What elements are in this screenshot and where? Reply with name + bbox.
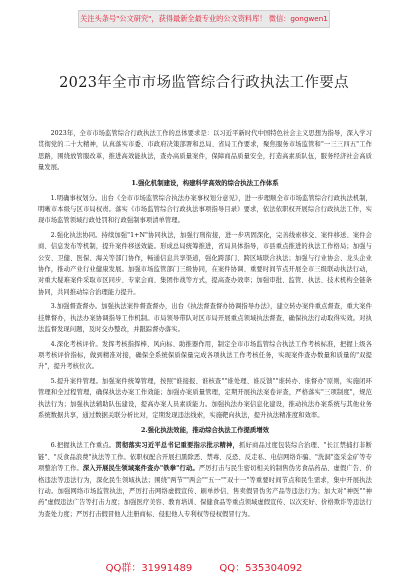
paragraph-3: 3.加强督查督办。加强执法案件督查督办，出台《执法督查督办协调指导办法》，建立转办案件重点督查，重大案件挂牌督办，执法办案协调指导工作机制。市局领导带队对区市局开展重点领域执法督查，确保执法行动取得实效。对执法监督发现问题，及时交办整改，并跟踪督办落实。 [38,303,372,334]
intro-paragraph: 2023年，全市市场监管综合行政执法工作的总体要求是：以习近平新时代中国特色社会主义思想为指导，深入学习贯彻党的二十大精神，认真落实市委、市政府决策部署和总局、省局工作要求，聚焦服务市场监管和"一三三四五"工作思路，围绕放管服改革，推进高效能执法，查办高质量案件，保障商品质量安全，打造高素质队伍，服务经济社会高质量发展。 [38,130,372,172]
section-1-heading: 1.强化机制建设，构建科学高效的综合执法工作体系 [131,178,279,187]
footer-qq-group: QQ群：31991489 [105,563,193,574]
document-body [38,128,372,558]
paragraph-6-text-2: 严厉打击与民生密切相关的制售伪劣食品药品、虚假广告、价格违法等违法行为，深化民生领域执法；围绕"两节""两会""五一""双十一"等重要时间节点和民生需求，集中开展执法行动。加强网络市场监管执法，严厉打击网络虚假宣传、刷单炒信、售卖假冒伪劣产品等违法行为；加大对"神医""神药"虚假违法广告等打击力度；加强医疗美容、教育培训、保健食品等重点领域虚假宣传、以次充好、价格欺诈等违法行为查处力度；严厉打击假冒他人注册商标、侵犯他人专利权等侵权假冒行为。 [38,465,372,518]
footer-contact [0,562,408,576]
footer-qq: QQ：535304092 [219,563,303,574]
paragraph-2: 2.强化执法协同。持续加强"1+N"协同执法，加强行刑衔接，进一步巩固深化，完善线索移交、案件移送、案件会商、信息发布等机制，提升案件移送效能。形成总局统筹推进，省局具体指导，市县重点推进的执法工作格局；加强与公安、卫健、医保、海关等部门协作，畅通信息共享渠道，强化跨部门、跨区域联合执法；加强与行业协会、龙头企业协作，推动产业行业健康发展。加强市场监管部门三级协同，在案件协调、重要时间节点开展全市三级联动执法行动，对重大疑难案件采取市区同步、专家会商、集团作战等方式，提高查办效率；加强审批、监管、执法、技术机构全链条协同，共同推动综合治理能力提升。 [38,231,372,296]
document-title: 2023年全市市场监管综合行政执法工作要点 [59,75,349,91]
paragraph-5: 5.提升案件管理。加强案件统筹管理，按照"谁接报、谁核查""谁处理、谁反馈""谁转办、谁督办"原则，实施闭环管理和全过程管理，确保执法办案工作效能；加强办案质量管理，定期开展执法案卷评查，严格落实"三项制度"，规范执法行为；加强执法辅助队伍建设，提高办案人员素质能力。加强执法办案信息化建设，推动执法办案系统与其他业务系统数据共享，通过数据关联分析比对，定期发现违法线索，实施靶向执法，提升执法精准度和效率。 [38,377,372,419]
paragraph-6-lead: 6.把握执法工作重点。 [50,442,116,450]
paragraph-6-bold-2: 深入开展民生领域案件查办"铁拳"行动。 [82,465,199,473]
paragraph-6 [38,440,372,520]
paragraph-4: 4.深化考核评价。发挥考核指挥棒、风向标、助推器作用，制定全市市场监管综合执法工作考核标准，把握上级各项考核评价指标，做到精准对接，确保全系统保质保量完成各项执法工作考核任务，实现案件查办数量和质量的"双提升"，提升考核位次。 [38,340,372,371]
section-2-heading: 2.强化执法效能，推动综合执法工作提质增效 [140,426,270,435]
paragraph-6-bold-1: 贯彻落实习近平总书记重要指示批示精神， [115,442,239,450]
paragraph-6-text-1: 抓好商品过度包装综合治理、"长江禁捕打非断链"、"反食品浪费"执法等工作。依职权配合开展扫黑除恶、禁毒、反恐、反走私、电信网络诈骗、"洗洞"盗采金矿等专项整治等工作。 [38,442,372,473]
paragraph-1: 1.明确事权划分。出台《全市市场监管综合执法办案事权划分意见》，进一步理顺全市市场监管综合行政执法机制，明晰市本级与区市局权责。落实《市场监管综合行政执法事项指导目录》要求，依法依职权开展综合行政执法工作，实现市场监管领域行政处罚和行政强制事项清单管理。 [38,194,372,225]
promo-banner: 关注头条号"公文研究"，获得最新全最专业的公文资料库！ 微信：gongwen1 [78,10,330,28]
